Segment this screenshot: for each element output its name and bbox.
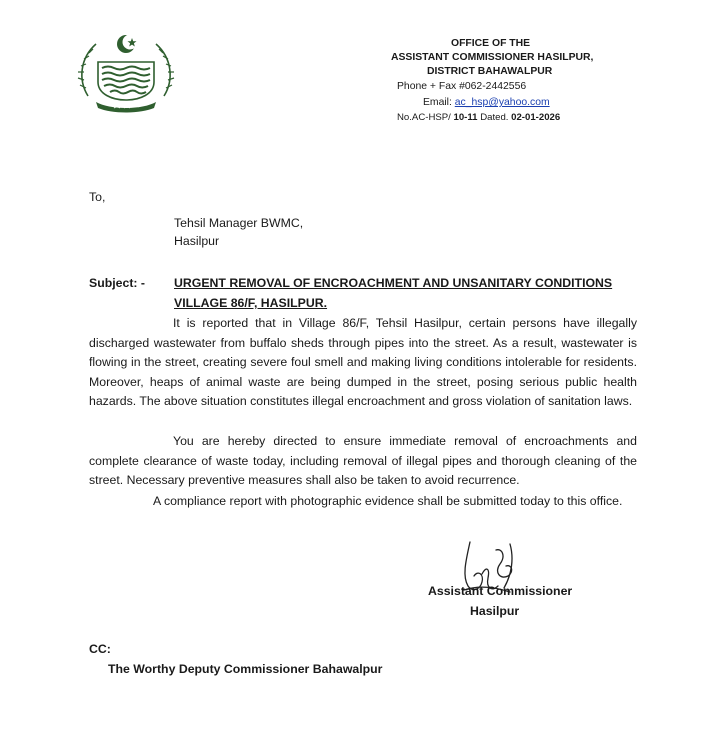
phone-fax: Phone + Fax #062-2442556: [397, 81, 527, 92]
subject-line-1: URGENT REMOVAL OF ENCROACHMENT AND UNSANITARY CONDITIONS: [174, 276, 613, 290]
salutation-to: To,: [89, 190, 106, 204]
body-paragraph-1-text: It is reported that in Village 86/F, Tehsil Hasilpur, certain persons have illegally discharged wastewater from buffalo sheds through pipes into the street. As a result, wastewater is flowing in the street, creating severe foul smell and making living conditions intolerable for residents. Moreover, heaps of animal waste are being dumped in the street, posing serious public health hazards. The above situation constitutes illegal encroachment and gross violation of sanitation laws.: [89, 316, 637, 409]
office-line-3: DISTRICT BAHAWALPUR: [427, 66, 553, 77]
body-paragraph-3-text: A compliance report with photographic evidence shall be submitted today to this office.: [153, 494, 623, 508]
subject-label: Subject: -: [89, 276, 146, 290]
punjab-government-seal-icon: [74, 28, 178, 114]
cc-label: CC:: [89, 642, 111, 656]
subject-line-2: VILLAGE 86/F, HASILPUR.: [174, 296, 328, 310]
reference-prefix: No.AC-HSP/: [397, 112, 451, 123]
body-paragraph-2: [89, 432, 637, 491]
addressee-line-1: Tehsil Manager BWMC,: [174, 216, 304, 230]
dated-label: Dated.: [477, 112, 512, 123]
reference-line: [397, 111, 560, 125]
body-paragraph-3: [89, 492, 637, 512]
cc-recipient: The Worthy Deputy Commissioner Bahawalpur: [108, 662, 383, 676]
reference-date: 02-01-2026: [511, 112, 561, 123]
office-line-1: OFFICE OF THE: [451, 38, 531, 49]
email-line: [423, 96, 550, 110]
signatory-title: Assistant Commissioner: [428, 584, 573, 598]
signatory-place: Hasilpur: [470, 604, 520, 618]
office-line-2: ASSISTANT COMMISSIONER HASILPUR,: [391, 52, 594, 63]
reference-number: 10-11: [450, 112, 478, 123]
email-label: Email:: [423, 97, 455, 108]
email-link[interactable]: ac_hsp@yahoo.com: [454, 97, 550, 108]
body-paragraph-2-text: You are hereby directed to ensure immediate removal of encroachments and complete clearance of waste today, including removal of illegal pipes and thorough cleaning of the street. Necessary preventive measures shall also be taken to avoid recurrence.: [89, 434, 637, 488]
addressee-line-2: Hasilpur: [174, 234, 220, 248]
body-paragraph-1: [89, 314, 637, 412]
